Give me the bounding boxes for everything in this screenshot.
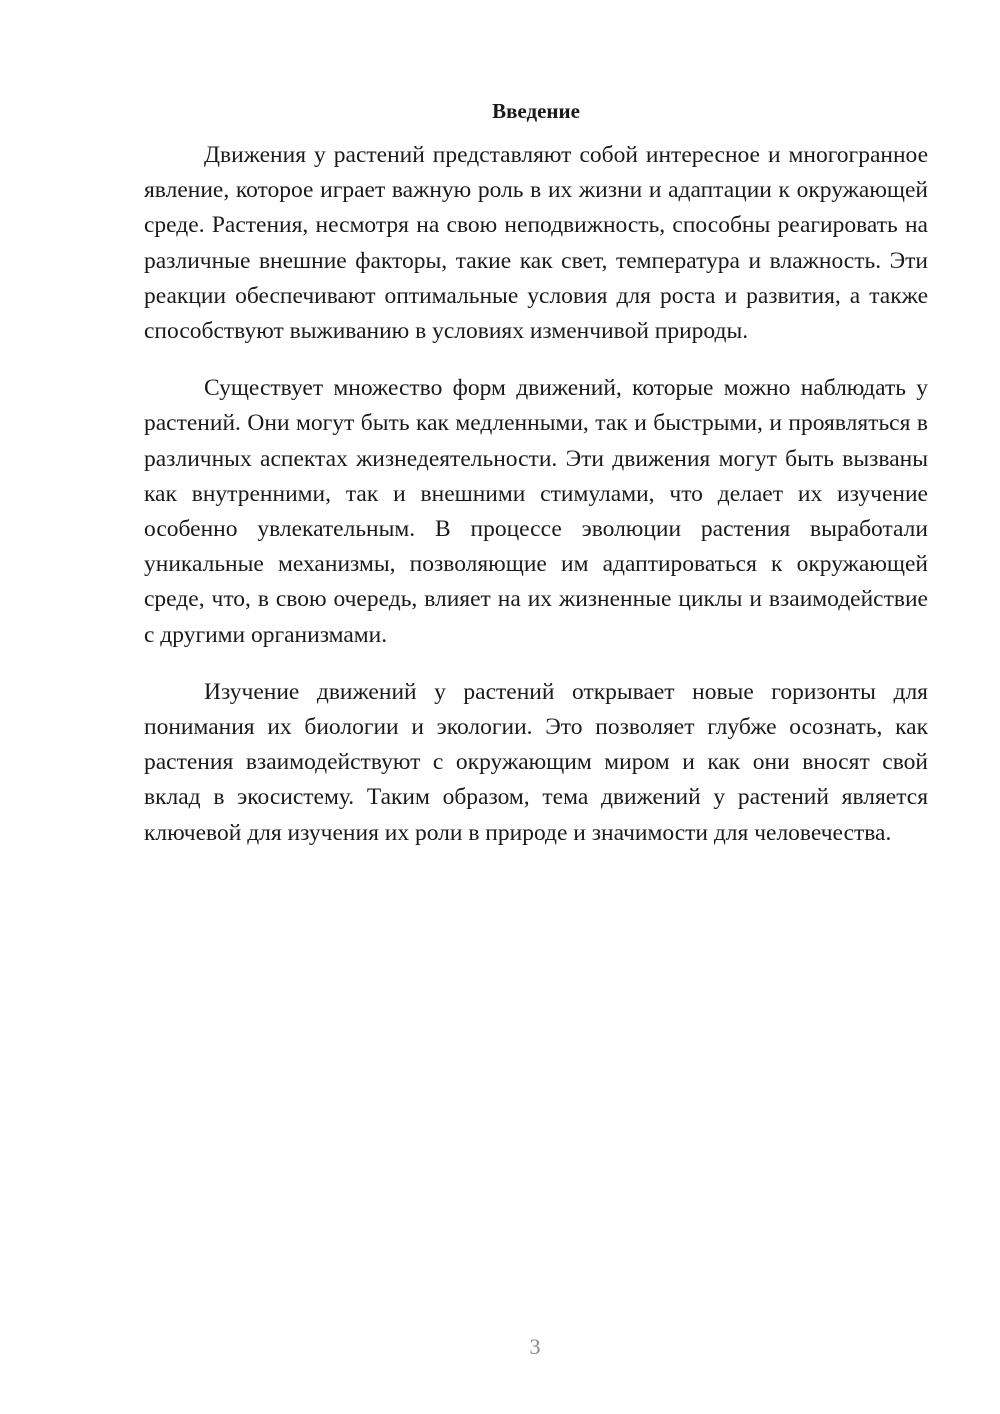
paragraph-1: Движения у растений представляют собой интересное и многогранное явление, которое играет важную роль в их жизни и адаптации к окружающей среде. Растения, несмотря на свою неподвижность, способны реагировать на различные внешние факторы, такие как свет, температура и влажность. Эти реакции обеспечивают оптимальные условия для роста и развития, а также способствуют выживанию в условиях изменчивой природы. xyxy=(144,142,928,345)
section-title: Введение xyxy=(492,99,580,123)
paragraph-2: Существует множество форм движений, которые можно наблюдать у растений. Они могут быть как медленными, так и быстрыми, и проявляться в различных аспектах жизнедеятельности. Эти движения могут быть вызваны как внутренними, так и внешними стимулами, что делает их изучение особенно увлекательным. В процессе эволюции растения выработали уникальные механизмы, позволяющие им адаптироваться к окружающей среде, что, в свою очередь, влияет на их жизненные циклы и взаимодействие с другими организмами. xyxy=(144,375,928,648)
page-number: 3 xyxy=(529,1334,541,1359)
page-content xyxy=(144,96,928,873)
paragraph-3: Изучение движений у растений открывает новые горизонты для понимания их биологии и экологии. Это позволяет глубже осознать, как растения взаимодействуют с окружающим миром и как они вносят свой вклад в экосистему. Таким образом, тема движений у растений является ключевой для изучения их роли в природе и значимости для человечества. xyxy=(144,678,928,846)
